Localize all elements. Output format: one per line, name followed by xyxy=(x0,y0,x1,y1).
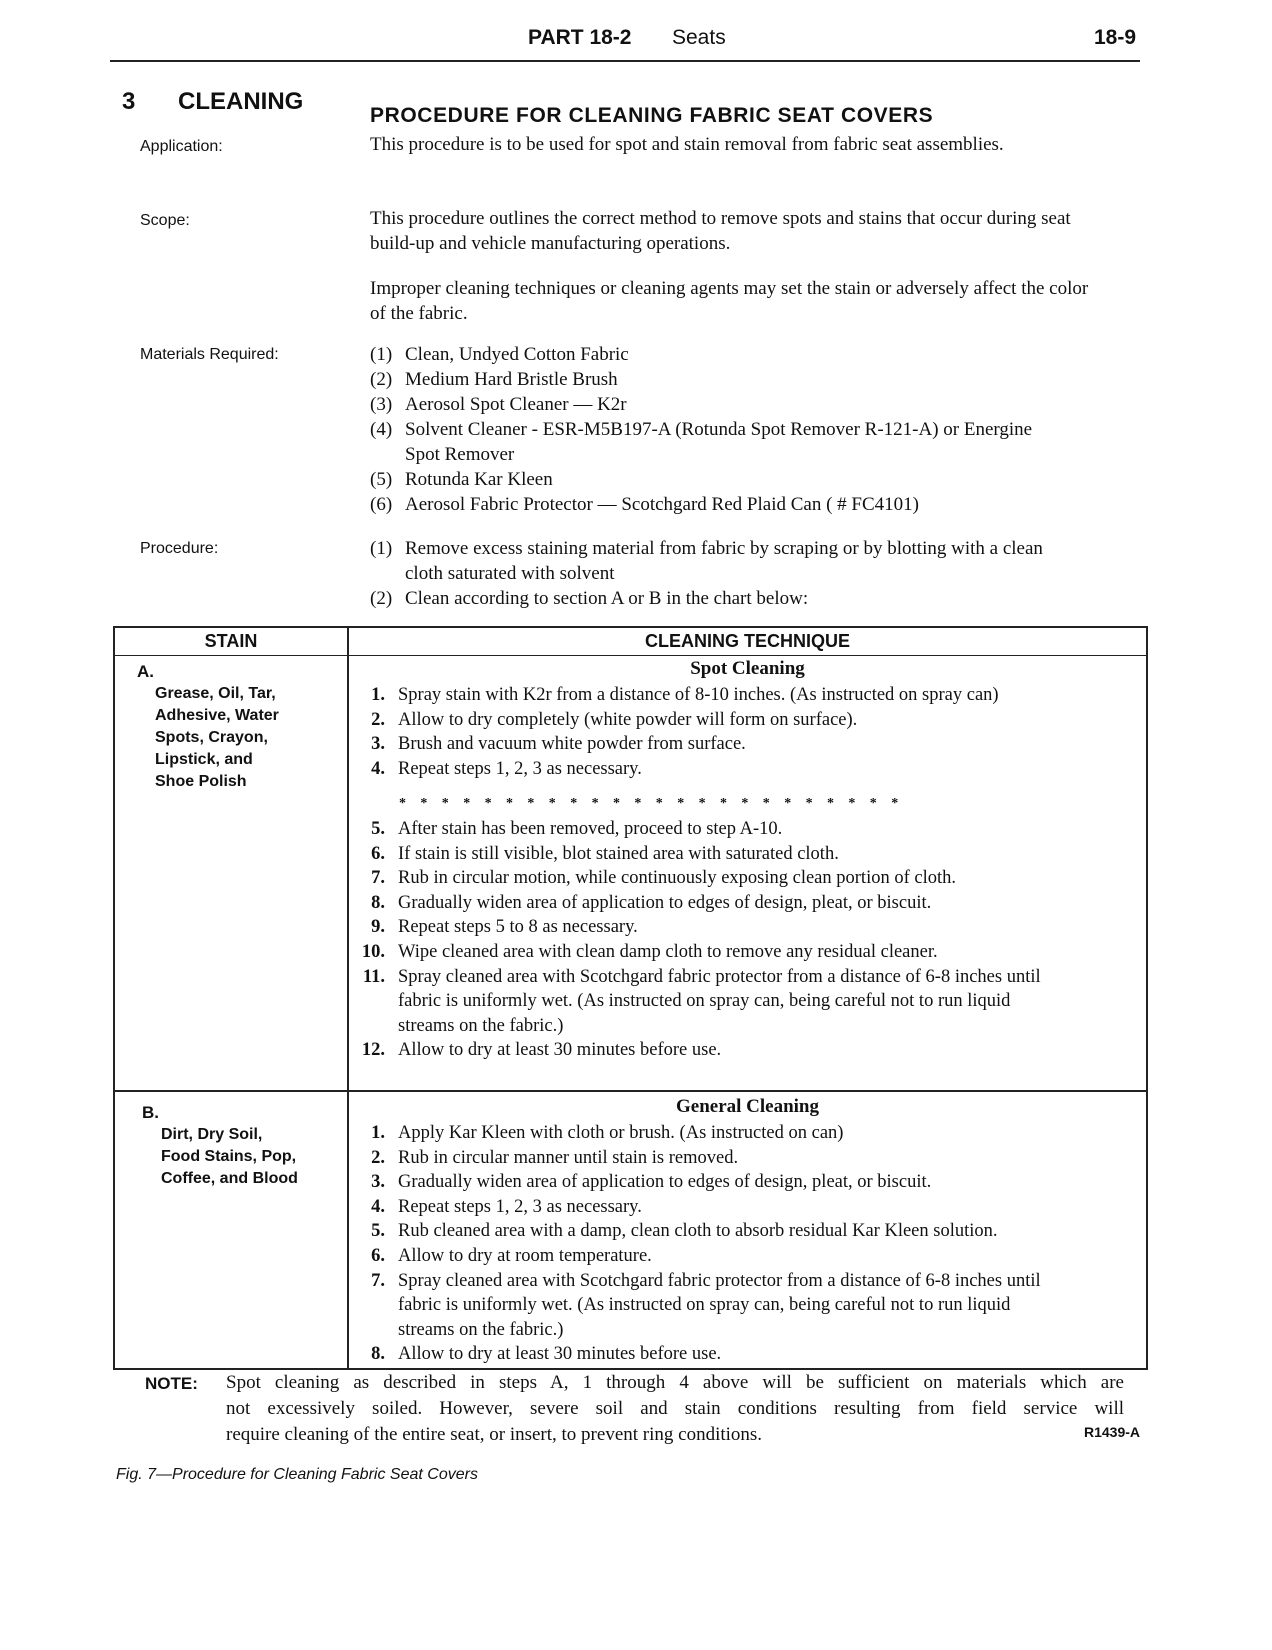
step-number: 5. xyxy=(371,1221,385,1242)
stain-line: Coffee, and Blood xyxy=(161,1170,298,1187)
separator-stars: ************************ xyxy=(399,796,913,811)
item-text: Aerosol Spot Cleaner — K2r xyxy=(405,394,627,415)
application-text xyxy=(370,132,1090,157)
step-number: 6. xyxy=(371,843,385,864)
step-text: Spray cleaned area with Scotchgard fabric protector from a distance of 6-8 inches until fabric is uniformly wet. (As instructed on spray can, being careful not to run liquid streams on the fabric.) xyxy=(398,1270,1041,1340)
step-number: 10. xyxy=(361,941,385,962)
procedure-label: Procedure: xyxy=(140,540,219,557)
item-text: Solvent Cleaner - ESR-M5B197-A (Rotunda Spot Remover R-121-A) or Energine Spot Remover xyxy=(405,419,1033,465)
list-item xyxy=(355,757,1135,782)
list-item xyxy=(355,891,1135,916)
technique-title-a: Spot Cleaning xyxy=(690,658,805,679)
col-header-technique: CLEANING TECHNIQUE xyxy=(644,631,850,651)
list-item xyxy=(355,1219,1135,1244)
note-text xyxy=(226,1370,1124,1448)
stain-description-a xyxy=(155,683,279,793)
step-text: After stain has been removed, proceed to step A-10. xyxy=(398,819,783,839)
step-text: Gradually widen area of application to edges of design, pleat, or biscuit. xyxy=(398,1172,932,1193)
scope-text xyxy=(370,206,1090,256)
scope-paragraph-2: Improper cleaning techniques or cleaning agents may set the stain or adversely affect the color of the fabric. xyxy=(370,278,1089,324)
section-title: CLEANING xyxy=(178,88,304,115)
section-number: 3 xyxy=(122,88,136,115)
list-item xyxy=(355,1269,1135,1343)
step-number: 4. xyxy=(371,758,385,779)
stain-letter-a: A. xyxy=(137,662,154,681)
step-number: 7. xyxy=(371,1270,385,1291)
technique-steps-b xyxy=(355,1121,1135,1367)
item-number: (2) xyxy=(370,369,393,390)
stain-description-b xyxy=(161,1124,298,1190)
list-item xyxy=(355,817,1135,842)
step-text: Spray cleaned area with Scotchgard fabric protector from a distance of 6-8 inches until fabric is uniformly wet. (As instructed on spray can, being careful not to run liquid streams on the fabric.) xyxy=(398,966,1041,1036)
step-text: Allow to dry at least 30 minutes before use. xyxy=(398,1040,722,1061)
list-item xyxy=(355,1244,1135,1269)
stain-letter-b: B. xyxy=(142,1103,159,1122)
list-item xyxy=(355,683,1135,708)
row-divider xyxy=(115,1090,1146,1092)
step-number: 12. xyxy=(361,1040,385,1061)
item-number: (1) xyxy=(370,538,393,559)
item-number: (6) xyxy=(370,494,393,515)
step-text: Gradually widen area of application to edges of design, pleat, or biscuit. xyxy=(398,892,932,913)
step-text: Allow to dry completely (white powder will form on surface). xyxy=(398,709,858,730)
step-text: Repeat steps 1, 2, 3 as necessary. xyxy=(398,1196,642,1217)
item-text: Aerosol Fabric Protector — Scotchgard Red Plaid Can ( # FC4101) xyxy=(405,494,919,515)
step-number: 8. xyxy=(371,1344,385,1365)
figure-caption: Fig. 7—Procedure for Cleaning Fabric Seat Covers xyxy=(116,1466,478,1483)
step-text: Apply Kar Kleen with cloth or brush. (As instructed on can) xyxy=(398,1123,844,1143)
step-number: 5. xyxy=(371,819,385,839)
scope-paragraph-1: This procedure outlines the correct method to remove spots and stains that occur during seat build-up and vehicle manufacturing operations. xyxy=(370,208,1071,254)
step-number: 1. xyxy=(371,685,385,705)
header-part: PART 18-2 xyxy=(528,26,632,49)
stain-line: Spots, Crayon, xyxy=(155,729,268,746)
step-text: If stain is still visible, blot stained area with saturated cloth. xyxy=(398,843,839,864)
cleaning-chart xyxy=(113,626,1148,1370)
list-item xyxy=(355,1038,1135,1063)
item-text: Clean according to section A or B in the chart below: xyxy=(405,588,809,609)
technique-title-b: General Cleaning xyxy=(675,1096,820,1117)
list-item xyxy=(370,342,1110,367)
chart-header-row xyxy=(115,628,1146,656)
list-item xyxy=(355,915,1135,940)
item-text: Remove excess staining material from fabric by scraping or by blotting with a clean cloth saturated with solvent xyxy=(405,538,1043,584)
list-item xyxy=(355,1170,1135,1195)
item-number: (2) xyxy=(370,588,393,609)
step-number: 8. xyxy=(371,892,385,913)
list-item xyxy=(370,492,1110,517)
step-text: Allow to dry at room temperature. xyxy=(398,1245,652,1266)
list-item xyxy=(355,1195,1135,1220)
step-number: 1. xyxy=(371,1123,385,1143)
technique-steps-a-part1 xyxy=(355,683,1135,781)
item-number: (3) xyxy=(370,394,393,415)
step-text: Repeat steps 1, 2, 3 as necessary. xyxy=(398,758,642,779)
list-item xyxy=(355,1342,1135,1367)
step-text: Spray stain with K2r from a distance of 8-10 inches. (As instructed on spray can) xyxy=(398,685,999,705)
list-item xyxy=(355,842,1135,867)
column-divider xyxy=(347,628,349,1368)
procedure-list xyxy=(370,536,1060,611)
step-number: 2. xyxy=(371,709,385,730)
item-number: (1) xyxy=(370,344,393,365)
list-item xyxy=(355,940,1135,965)
note-line: require cleaning of the entire seat, or insert, to prevent ring conditions. xyxy=(226,1424,763,1445)
list-item xyxy=(370,417,1110,467)
step-number: 7. xyxy=(371,868,385,889)
step-number: 3. xyxy=(371,734,385,755)
stain-line: Adhesive, Water xyxy=(155,707,279,724)
col-header-stain: STAIN xyxy=(204,631,258,651)
step-text: Rub in circular manner until stain is removed. xyxy=(398,1147,739,1168)
step-number: 3. xyxy=(371,1172,385,1193)
stain-line: Food Stains, Pop, xyxy=(161,1148,297,1165)
header-page-number: 18-9 xyxy=(1093,26,1136,49)
technique-steps-a-part2 xyxy=(355,817,1135,1063)
stain-line: Grease, Oil, Tar, xyxy=(155,685,276,702)
item-text: Medium Hard Bristle Brush xyxy=(405,369,618,390)
stain-line: Lipstick, and xyxy=(155,751,253,768)
section-heading xyxy=(122,88,303,116)
step-text: Repeat steps 5 to 8 as necessary. xyxy=(398,917,638,938)
step-text: Rub cleaned area with a damp, clean cloth to absorb residual Kar Kleen solution. xyxy=(398,1221,998,1242)
item-text: Clean, Undyed Cotton Fabric xyxy=(405,344,629,365)
page-header xyxy=(110,22,1140,62)
item-number: (5) xyxy=(370,469,393,490)
materials-list xyxy=(370,342,1110,517)
note-line: not excessively soiled. However, severe soil and stain conditions resulting from field service will xyxy=(226,1398,1124,1419)
scope-label: Scope: xyxy=(140,212,190,229)
item-number: (4) xyxy=(370,419,393,440)
list-item xyxy=(355,732,1135,757)
step-number: 2. xyxy=(371,1147,385,1168)
list-item xyxy=(370,536,1060,586)
step-text: Wipe cleaned area with clean damp cloth to remove any residual cleaner. xyxy=(398,941,938,962)
list-item xyxy=(355,1121,1135,1146)
scope-text-2 xyxy=(370,276,1090,326)
stain-line: Shoe Polish xyxy=(155,773,247,790)
step-text: Allow to dry at least 30 minutes before use. xyxy=(398,1344,722,1365)
note-line: Spot cleaning as described in steps A, 1 through 4 above will be sufficient on materials which are xyxy=(226,1372,1124,1393)
list-item xyxy=(355,708,1135,733)
note-label: NOTE: xyxy=(145,1374,198,1393)
list-item xyxy=(370,586,1060,611)
step-text: Brush and vacuum white powder from surface. xyxy=(398,734,746,755)
list-item xyxy=(355,1146,1135,1171)
list-item xyxy=(370,367,1110,392)
stain-line: Dirt, Dry Soil, xyxy=(161,1126,263,1143)
step-number: 11. xyxy=(362,966,385,987)
application-label: Application: xyxy=(140,138,223,155)
item-text: Rotunda Kar Kleen xyxy=(405,469,553,490)
step-number: 4. xyxy=(371,1196,385,1217)
list-item xyxy=(370,392,1110,417)
list-item xyxy=(355,866,1135,891)
step-number: 6. xyxy=(371,1245,385,1266)
list-item xyxy=(370,467,1110,492)
procedure-title: PROCEDURE FOR CLEANING FABRIC SEAT COVERS xyxy=(370,104,934,127)
application-paragraph: This procedure is to be used for spot and stain removal from fabric seat assemblies. xyxy=(370,134,1004,155)
step-text: Rub in circular motion, while continuously exposing clean portion of cloth. xyxy=(398,868,956,889)
materials-label: Materials Required: xyxy=(140,346,279,363)
list-item xyxy=(355,965,1135,1039)
step-number: 9. xyxy=(371,917,385,938)
reference-code: R1439-A xyxy=(1083,1424,1140,1440)
header-title: Seats xyxy=(672,26,726,49)
